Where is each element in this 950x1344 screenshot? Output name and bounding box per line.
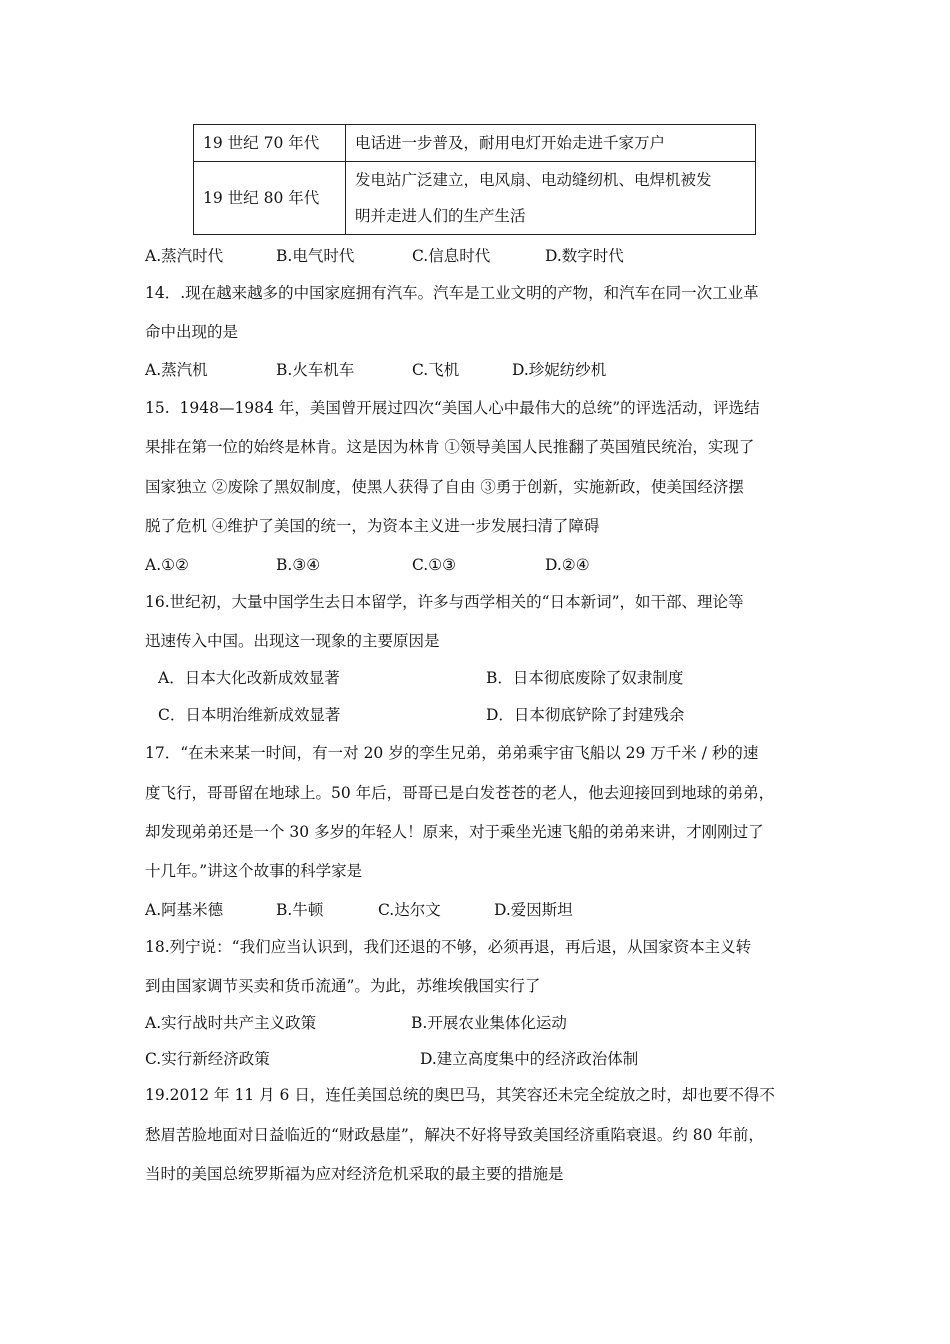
description-cell: [346, 125, 756, 162]
description-line: 电话进一步普及，耐用电灯开始走进千家万户: [355, 134, 666, 152]
q19-stem-line: 当时的美国总统罗斯福为应对经济危机采取的最主要的措施是: [145, 1165, 564, 1183]
q18-option-c: C.实行新经济政策: [145, 1050, 270, 1068]
description-line: 发电站广泛建立，电风扇、电动缝纫机、电焊机被发: [355, 171, 712, 189]
q16-option-a: A．日本大化改新成效显著: [158, 669, 340, 687]
era-cell: 19 世纪 80 年代: [194, 162, 346, 235]
q16-option-d: D．日本彻底铲除了封建残余: [486, 706, 685, 724]
q16-stem-line: 迅速传入中国。出现这一现象的主要原因是: [145, 632, 440, 650]
q14-option-a: A.蒸汽机: [145, 361, 208, 379]
q17-option-a: A.阿基米德: [145, 901, 224, 919]
q15-stem-line: 国家独立 ②废除了黑奴制度，使黑人获得了自由 ③勇于创新，实施新政，使美国经济摆: [145, 478, 744, 496]
q18-option-b: B.开展农业集体化运动: [411, 1014, 567, 1032]
q18-option-d: D.建立高度集中的经济政治体制: [420, 1050, 639, 1068]
description-cell: [346, 162, 756, 235]
q15-option-c: C.①③: [412, 556, 457, 574]
q16-option-b: B．日本彻底废除了奴隶制度: [486, 669, 684, 687]
q15-option-b: B.③④: [276, 556, 321, 574]
q16-stem-line: 16.世纪初，大量中国学生去日本留学，许多与西学相关的“日本新词”，如干部、理论等: [145, 593, 744, 611]
q17-stem-line: 十几年。”讲这个故事的科学家是: [145, 862, 363, 880]
q18-stem-line: 到由国家调节买卖和货币流通”。为此，苏维埃俄国实行了: [145, 977, 541, 995]
q16-option-c: C．日本明治维新成效显著: [158, 706, 341, 724]
q14-stem-line: 命中出现的是: [145, 323, 239, 341]
q18-stem-line: 18.列宁说：“我们应当认识到，我们还退的不够，必须再退，再后退，从国家资本主义转: [145, 938, 752, 956]
q13-option-c: C.信息时代: [412, 247, 491, 265]
q17-option-b: B.牛顿: [276, 901, 324, 919]
q15-stem-line: 脱了危机 ④维护了美国的统一，为资本主义进一步发展扫清了障碍: [145, 517, 600, 535]
q15-stem-line: 果排在第一位的始终是林肯。这是因为林肯 ①领导美国人民推翻了英国殖民统治，实现了: [145, 438, 755, 456]
q15-option-a: A.①②: [145, 556, 189, 574]
q14-stem-line: 14．.现在越来越多的中国家庭拥有汽车。汽车是工业文明的产物，和汽车在同一次工业革: [145, 284, 759, 302]
q17-stem-line: 度飞行，哥哥留在地球上。50 年后，哥哥已是白发苍苍的老人，他去迎接回到地球的弟弟，: [145, 784, 775, 802]
era-table: [193, 124, 756, 235]
q18-option-a: A.实行战时共产主义政策: [145, 1014, 317, 1032]
q13-option-a: A.蒸汽时代: [145, 247, 224, 265]
q19-stem-line: 愁眉苦脸地面对日益临近的“财政悬崖”，解决不好将导致美国经济重陷衰退。约 80 年前，: [145, 1126, 764, 1144]
q17-stem-line: 17．“在未来某一时间，有一对 20 岁的孪生兄弟，弟弟乘宇宙飞船以 29 万千米 / 秒的速: [145, 744, 759, 762]
q15-stem-line: 15. 1948—1984 年，美国曾开展过四次“美国人心中最伟大的总统”的评选活动，评选结: [145, 399, 760, 417]
description-line: 明并走进人们的生产生活: [355, 207, 526, 225]
era-cell: 19 世纪 70 年代: [194, 125, 346, 162]
q17-option-c: C.达尔文: [378, 901, 441, 919]
table-row: [194, 162, 756, 235]
q14-option-b: B.火车机车: [276, 361, 355, 379]
q17-option-d: D.爱因斯坦: [494, 901, 573, 919]
q15-option-d: D.②④: [545, 556, 590, 574]
q13-option-d: D.数字时代: [545, 247, 624, 265]
q14-option-d: D.珍妮纺纱机: [512, 361, 607, 379]
table-row: [194, 125, 756, 162]
q19-stem-line: 19.2012 年 11 月 6 日，连任美国总统的奥巴马，其笑容还未完全绽放之时，却也要不得不: [145, 1086, 775, 1104]
q17-stem-line: 却发现弟弟还是一个 30 多岁的年轻人！原来，对于乘坐光速飞船的弟弟来讲，才刚刚过了: [145, 823, 764, 841]
q14-option-c: C.飞机: [412, 361, 460, 379]
q13-option-b: B.电气时代: [276, 247, 355, 265]
